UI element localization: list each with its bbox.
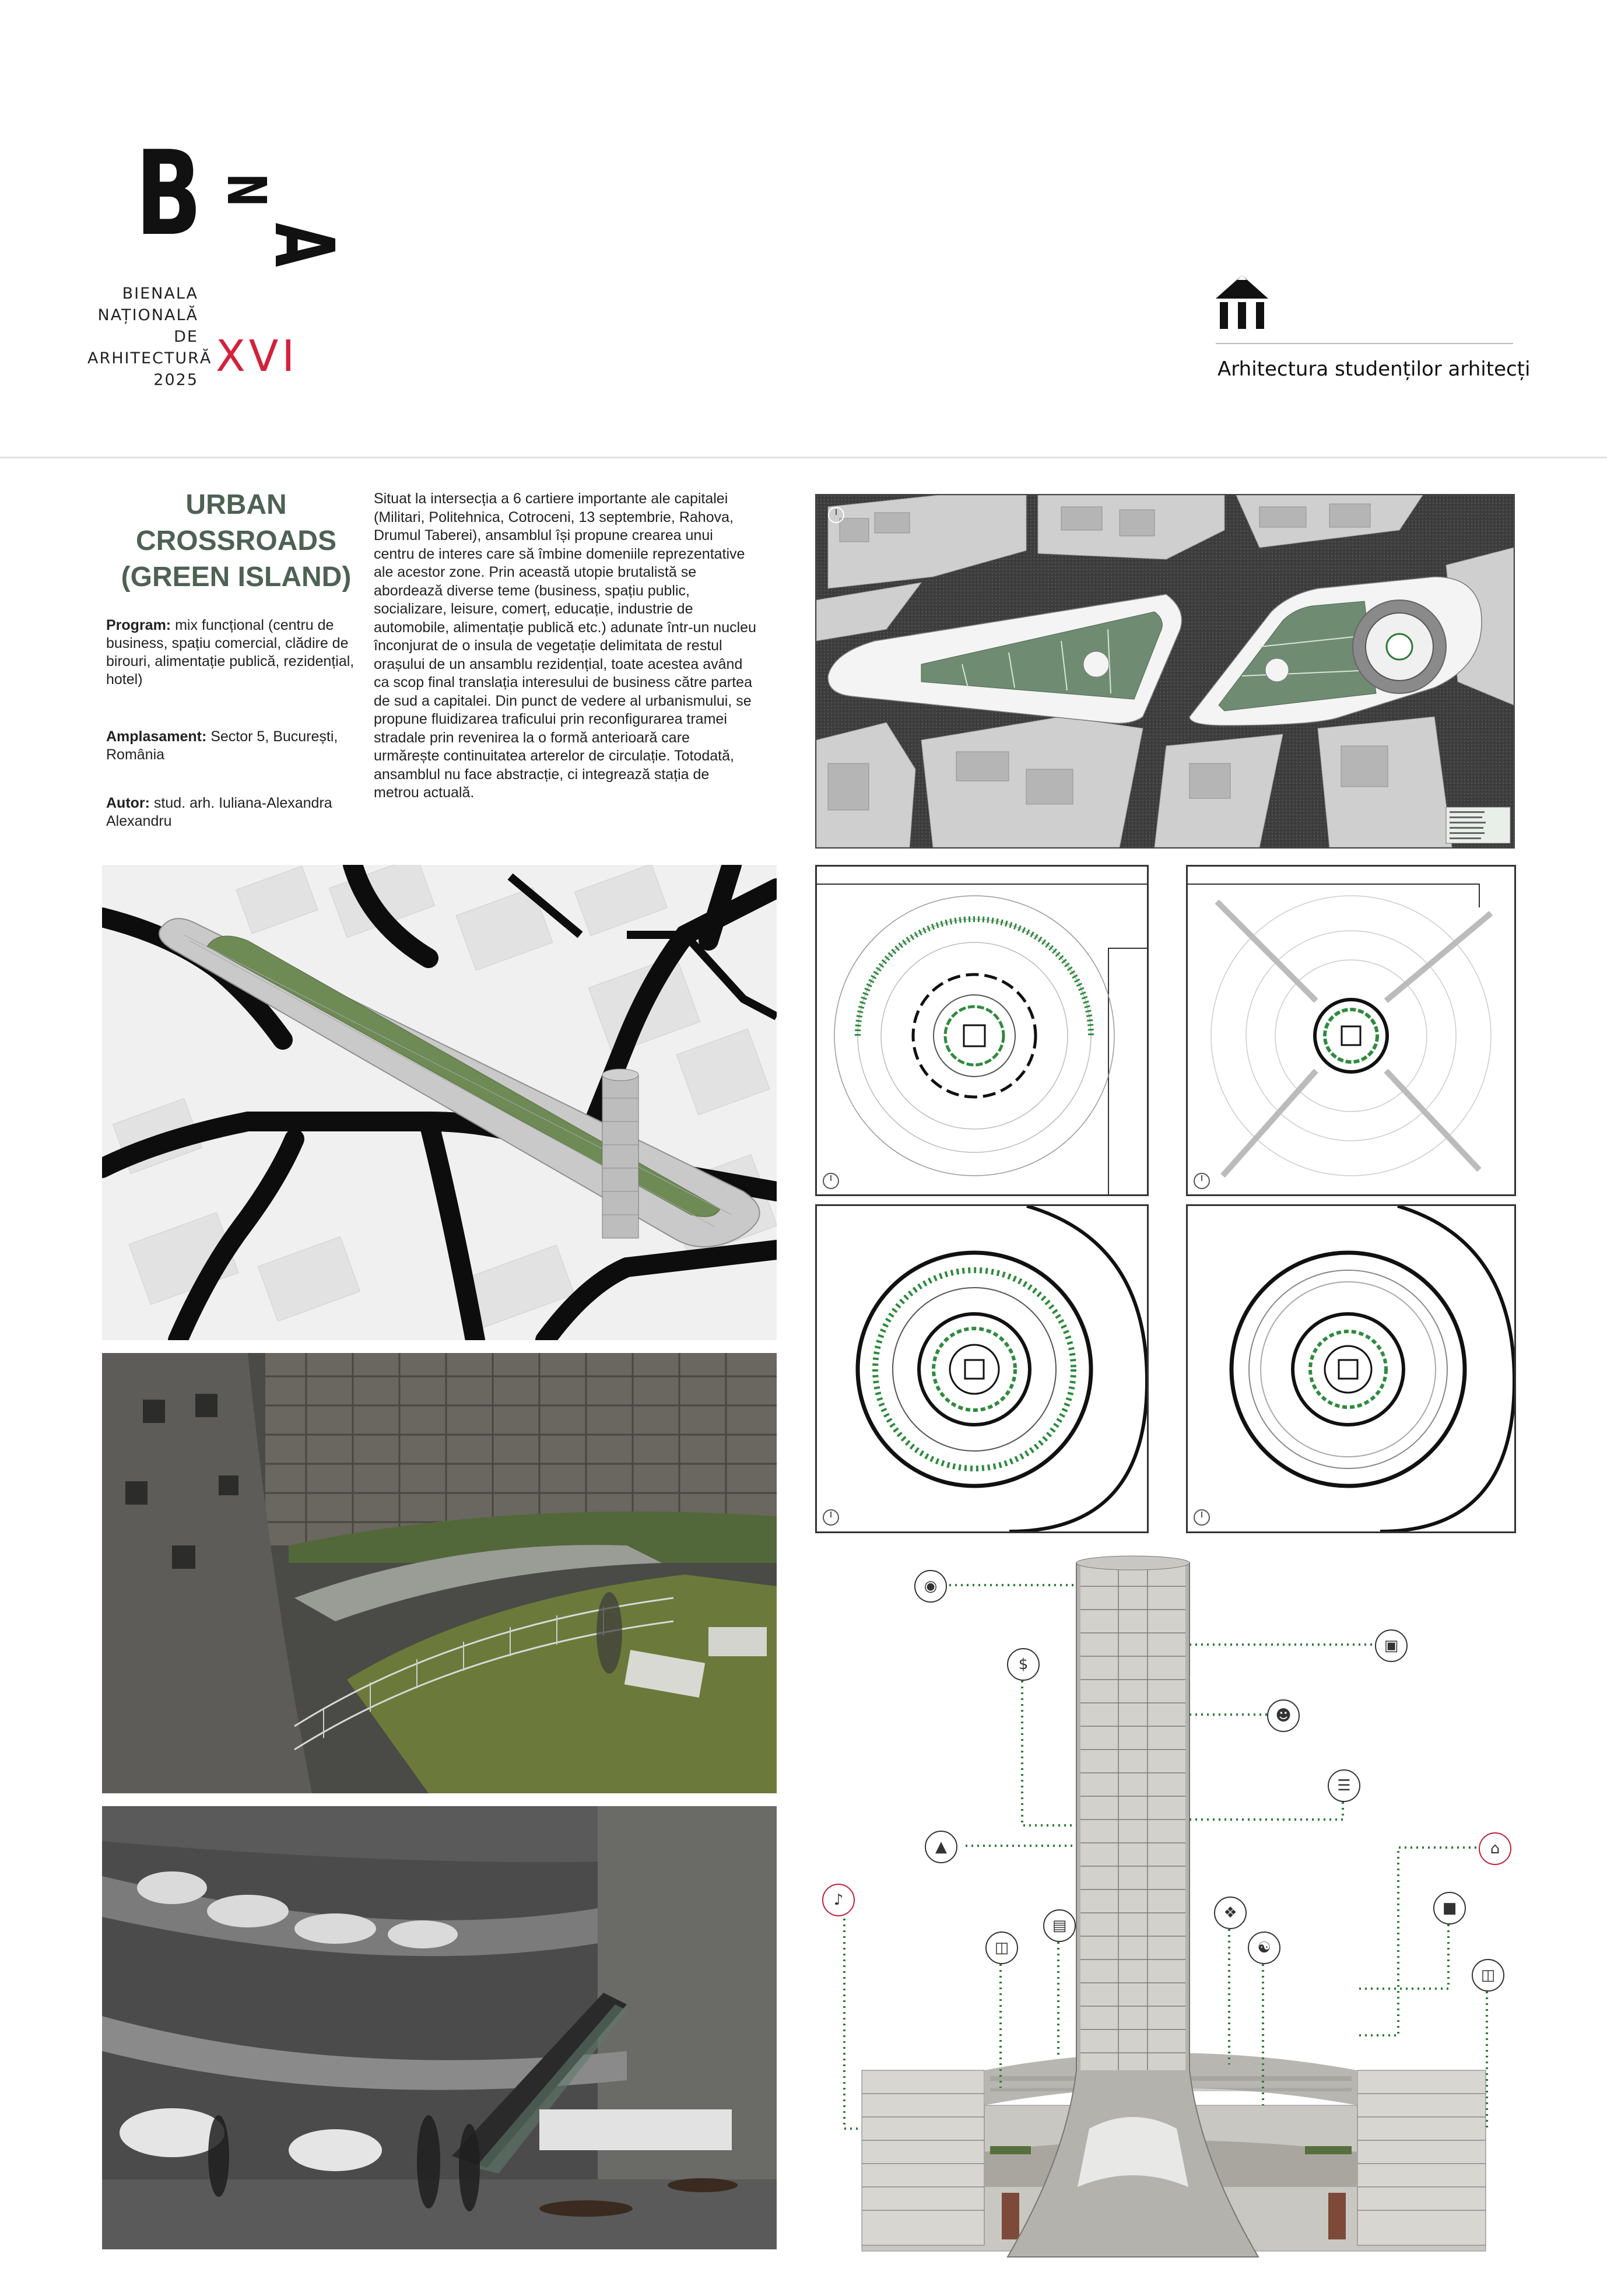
program-info: [106, 616, 366, 689]
header-divider: [0, 457, 1607, 458]
floor-plan-4: [1186, 1204, 1516, 1533]
logo-line: BIENALA: [122, 285, 198, 303]
handshake-icon: ☯: [1248, 1932, 1280, 1964]
north-arrow-icon: [823, 1509, 839, 1526]
community-icon: ◉: [914, 1570, 947, 1603]
site-plan: [815, 494, 1515, 849]
floor-plan-3: [815, 1204, 1149, 1533]
site-label: Amplasament:: [106, 728, 207, 745]
site-value: Sector 5, București, România: [106, 728, 338, 763]
industry-icon: ▣: [1375, 1629, 1408, 1662]
north-arrow-icon: [1194, 1509, 1210, 1526]
section-diagram: [815, 1545, 1513, 2274]
section-rule: [1216, 343, 1513, 344]
project-description: Situat la intersecția a 6 cartiere importante ale capitalei (Militari, Politehnica, Cotroceni, 13 septembrie, Rahova, Drumul Taberei), ansamblul își propune crearea unui centru de interes care să îmbine domeniile reprezentative ale acestor zone. Prin această utopie brutalistă se abordează diverse teme (business, spațiu public, socializare, leisure, comerț, educație, industrie de automobile, alimentație publică etc.) adunate într-un nucleu înconjurat de o insula de vegetație delimitata de restul orașului de un ansamblu rezidențial, toate acestea având ca scop final translația interesului de business către partea de sud a capitalei. Din punct de vedere al urbanismului, se propune fluidizarea traficului prin reconfigurarea tramei stradale prin revenirea la o formă anterioară care urmărește continuitatea arterelor de circulație. Totodată, ansamblul nu face abstracție, ci integrează stația de metrou actuală.: [374, 490, 756, 801]
finance-icon: $: [1007, 1648, 1040, 1681]
north-arrow-icon: [1194, 1173, 1210, 1189]
pencil-house-icon: [1213, 273, 1271, 331]
education-icon: ▲: [925, 1831, 957, 1863]
author-value: stud. arh. Iuliana-Alexandra Alexandru: [106, 795, 332, 829]
logo-letter-b: B: [135, 126, 202, 262]
section-label: Arhitectura studenților arhitecți: [1217, 357, 1531, 381]
site-info: [106, 728, 366, 764]
logo-letter-n: N: [215, 173, 278, 207]
logo-letter-a: A: [256, 223, 351, 267]
author-info: [106, 794, 366, 830]
program-label: Program:: [106, 617, 171, 633]
project-title: [102, 487, 370, 595]
leisure-icon: ♪: [822, 1884, 855, 1916]
logo-line: DE: [174, 328, 198, 346]
floor-plan-1: [815, 865, 1149, 1196]
title-line: CROSSROADS: [135, 525, 337, 556]
floor-plan-2: [1186, 865, 1516, 1196]
social-icon: ☻: [1267, 1699, 1300, 1732]
north-arrow-icon: [828, 507, 844, 523]
author-label: Autor:: [106, 795, 150, 811]
logo-wordmark: [87, 283, 212, 391]
office-icon: ▤: [1043, 1909, 1076, 1942]
program-value: mix funcțional (centru de business, spațiu comercial, clădire de birouri, alimentație publică, rezidențial, hotel): [106, 617, 355, 688]
north-arrow-icon: [823, 1173, 839, 1189]
commerce-icon: ■: [1433, 1892, 1466, 1925]
logo-edition: XVI: [216, 331, 299, 381]
documents-icon: ☰: [1328, 1769, 1360, 1802]
logo-line: 2025: [153, 371, 198, 389]
presentation-icon: ◫: [985, 1932, 1018, 1964]
courtyard-render: [102, 1353, 777, 1793]
hotel-icon: ◫: [1472, 1959, 1504, 1992]
business-icon: ❖: [1214, 1897, 1247, 1929]
showroom-render: [102, 1806, 777, 2249]
logo-line: ARHITECTURĂ: [87, 349, 212, 367]
title-line: URBAN: [185, 489, 287, 520]
title-line: (GREEN ISLAND): [121, 562, 352, 593]
logo-line: NAȚIONALĂ: [97, 306, 198, 324]
residential-icon: ⌂: [1479, 1832, 1511, 1865]
aerial-render: [102, 865, 777, 1340]
